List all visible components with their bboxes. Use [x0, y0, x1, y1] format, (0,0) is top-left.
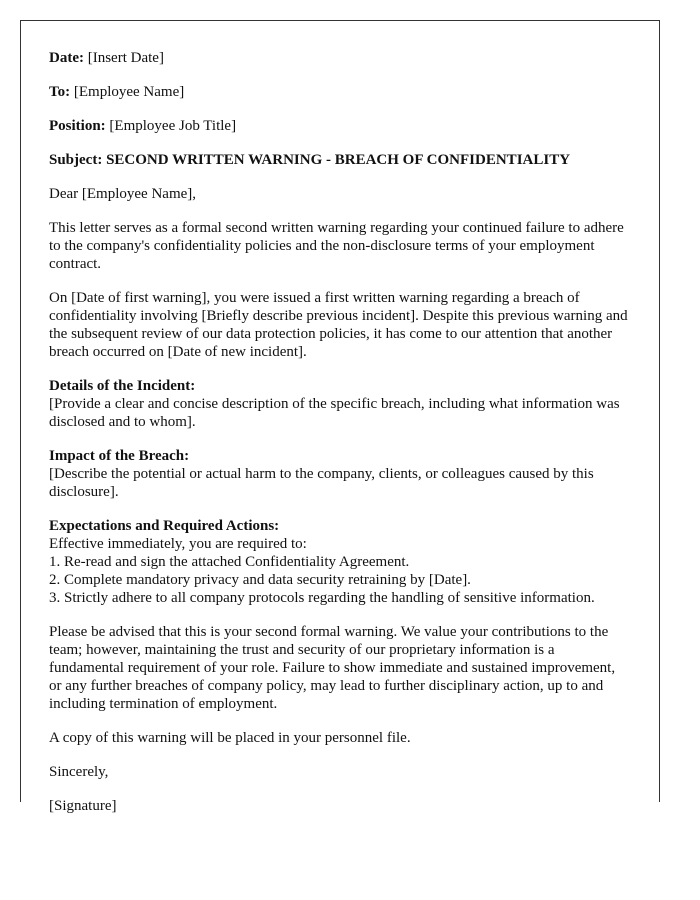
- intro-paragraph: This letter serves as a formal second written warning regarding your continued failure to adhere to the company's confidentiality policies and the non-disclosure terms of your employment contract.: [49, 220, 624, 272]
- date-value: [Insert Date]: [87, 50, 164, 66]
- details-heading: Details of the Incident:: [49, 378, 196, 394]
- history-paragraph: On [Date of first warning], you were issued a first written warning regarding a breach of confidentiality involving [Briefly describe previous incident]. Despite this previous warning and the subsequent review of our data protection policies, it has come to our attention that another breach occurred on [Date of new incident].: [49, 290, 628, 360]
- salutation: Dear [Employee Name],: [49, 186, 197, 202]
- closing-line: Sincerely,: [49, 764, 109, 780]
- subject-value: SECOND WRITTEN WARNING - BREACH OF CONFIDENTIALITY: [106, 152, 571, 168]
- signature-line: [Signature]: [49, 798, 117, 814]
- expectations-section: [49, 517, 631, 607]
- to-label: To:: [49, 84, 71, 100]
- details-body: [Provide a clear and concise description of the specific breach, including what information was disclosed and to whom].: [49, 396, 620, 430]
- position-value: [Employee Job Title]: [109, 118, 237, 134]
- impact-body: [Describe the potential or actual harm to the company, clients, or colleagues caused by this disclosure].: [49, 466, 594, 500]
- list-item: 3. Strictly adhere to all company protocols regarding the handling of sensitive information.: [49, 590, 595, 606]
- position-label: Position:: [49, 118, 106, 134]
- list-item: 2. Complete mandatory privacy and data security retraining by [Date].: [49, 572, 471, 588]
- list-item: 1. Re-read and sign the attached Confidentiality Agreement.: [49, 554, 410, 570]
- letter-page: [20, 20, 660, 814]
- impact-section: [49, 447, 631, 501]
- advisory-paragraph: Please be advised that this is your second formal warning. We value your contributions to the team; however, maintaining the trust and security of our proprietary information is a fundamental requirement of your role. Failure to show immediate and sustained improvement, or any further breaches of company policy, may lead to further disciplinary action, up to and including termination of employment.: [49, 624, 616, 712]
- file-note-paragraph: A copy of this warning will be placed in your personnel file.: [49, 730, 411, 746]
- to-line: [49, 83, 631, 101]
- letter-content: [21, 21, 659, 815]
- position-line: [49, 117, 631, 135]
- subject-line: [49, 151, 631, 169]
- subject-label: Subject:: [49, 152, 103, 168]
- impact-heading: Impact of the Breach:: [49, 448, 190, 464]
- expectations-heading: Expectations and Required Actions:: [49, 518, 280, 534]
- date-label: Date:: [49, 50, 84, 66]
- expectations-intro: Effective immediately, you are required to:: [49, 536, 307, 552]
- details-section: [49, 377, 631, 431]
- to-value: [Employee Name]: [73, 84, 185, 100]
- date-line: [49, 49, 631, 67]
